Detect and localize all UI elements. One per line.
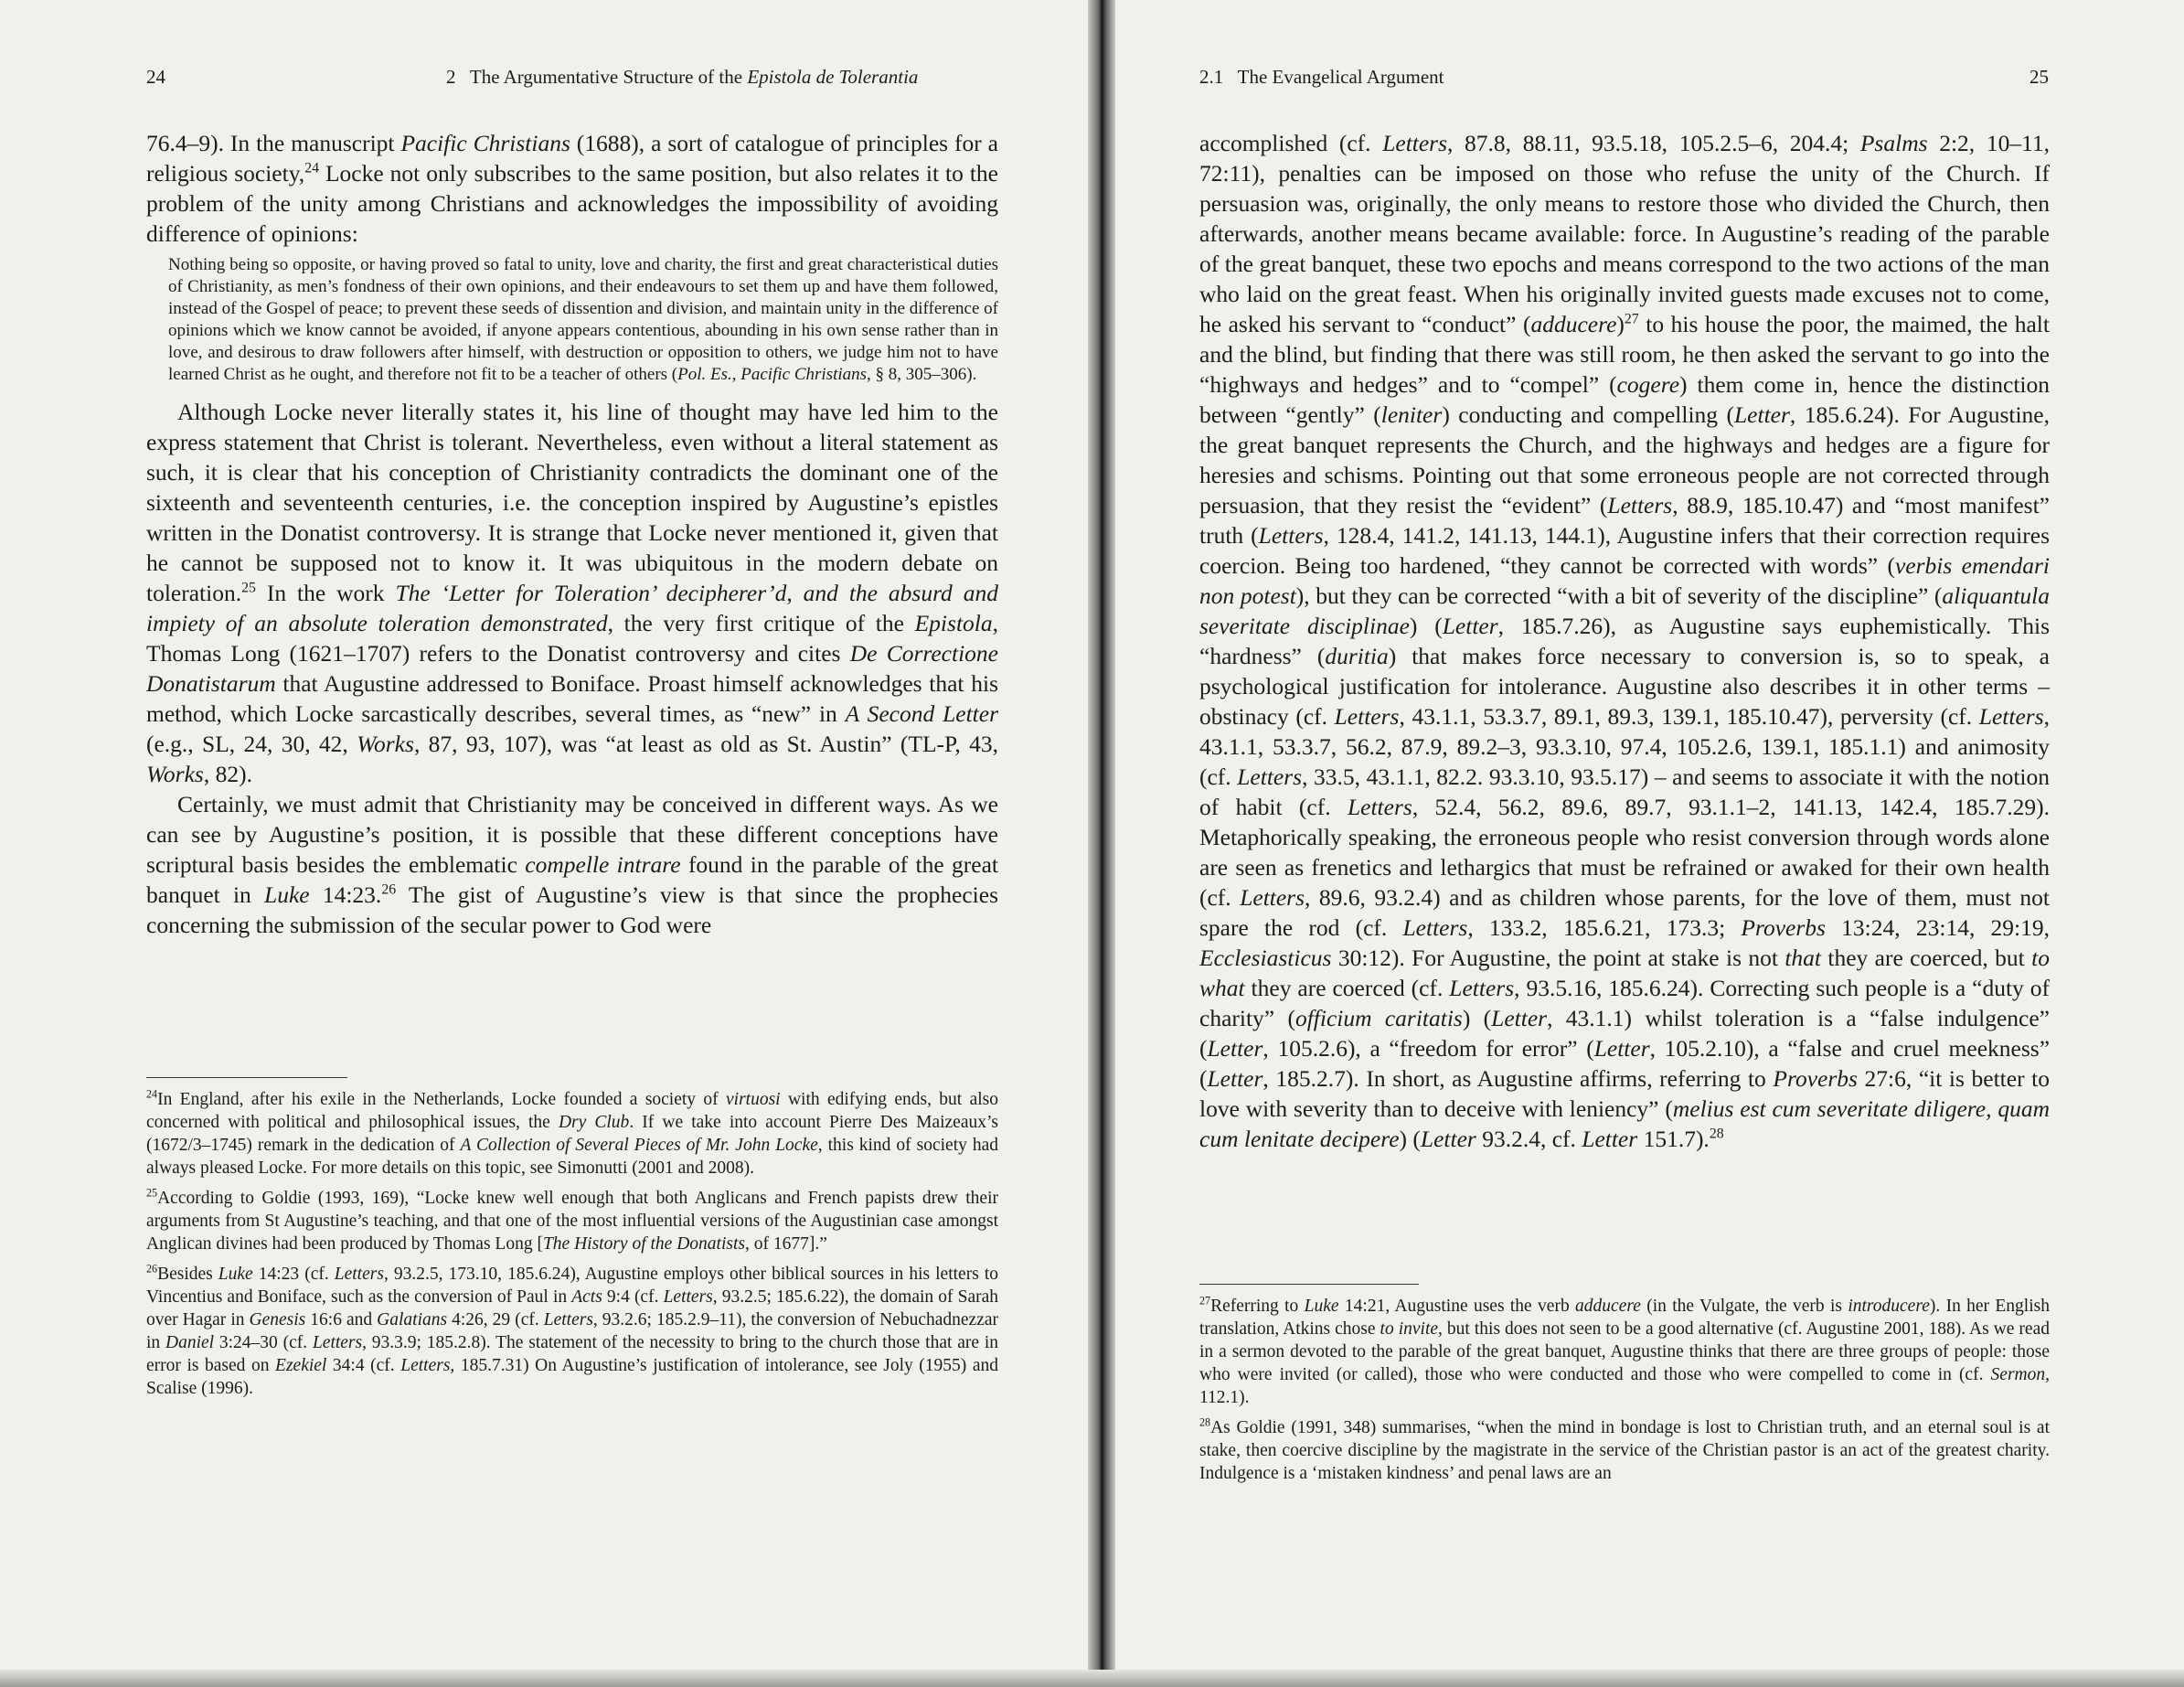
footnote-ref[interactable]: 25 xyxy=(241,580,256,596)
paragraph: accomplished (cf. Letters, 87.8, 88.11, 93.5.18, 105.2.5–6, 204.4; Psalms 2:2, 10–11, 72:11), penalties can be imposed on those who refuse the unity of the Church. If persuasion was, originally, the only means to restore those who divided the Church, then afterwards, another means became available: force. In Augustine’s reading of the parable of the great banquet, these two epochs and means correspond to the two actions of the man who laid on the great feast. When his originally invited guests made excuses not to come, he asked his servant to “conduct” (adducere)$^{27}$ to his house the poor, the maimed, the halt and the blind, but finding that there was still room, he then asked the servant to go into the “highways and hedges” and to “compel” (cogere) them come in, hence the distinction between “gently” (leniter) conducting and compelling (Letter, 185.6.24). For Augustine, the great banquet represents the Church, and the highways and hedges are a figure for heresies and schisms. Pointing out that some erroneous people are not corrected through persuasion, that they resist the “evident” (Letters, 88.9, 185.10.47) and “most manifest” truth (Letters, 128.4, 141.2, 141.13, 144.1), Augustine infers that their correction requires coercion. Being too hardened, “they cannot be corrected with words” (verbis emendari non potest), but they can be corrected “with a bit of severity of the discipline” (aliquantula severitate disciplinae) (Letter, 185.7.26), as Augustine says euphemistically. This “hardness” (duritia) that makes force necessary to conversion is, so to speak, a psychological justification for intolerance. Augustine also describes it in other terms – obstinacy (cf. Letters, 43.1.1, 53.3.7, 89.1, 89.3, 139.1, 185.10.47), perversity (cf. Letters, 43.1.1, 53.3.7, 56.2, 87.9, 89.2–3, 93.3.10, 97.4, 105.2.6, 139.1, 185.1.1) and animosity (cf. Letters, 33.5, 43.1.1, 82.2. 93.3.10, 93.5.17) – and seems to associate it with the notion of habit (cf. Letters, 52.4, 56.2, 89.6, 89.7, 93.1.1–2, 141.13, 142.4, 185.7.29). Metaphorically speaking, the erroneous people who resist conversion through words alone are seen as frenetics and lethargics that must be refrained or awaked for their own health (cf. Letters, 89.6, 93.2.4) and as children whose parents, for the love of them, must not spare the rod (cf. Letters, 133.2, 185.6.21, 173.3; Proverbs 13:24, 23:14, 29:19, Ecclesiasticus 30:12). For Augustine, the point at stake is not that they are coerced, but to what they are coerced (cf. Letters, 93.5.16, 185.6.24). Correcting such people is a “duty of charity” (officium caritatis) (Letter, 43.1.1) whilst toleration is a “false indulgence” (Letter, 105.2.6), a “freedom for error” (Letter, 105.2.10), a “false and cruel meekness” (Letter, 185.2.7). In short, as Augustine affirms, referring to Proverbs 27:6, “it is better to love with severity than to deceive with leniency” (melius est cum severitate diligere, quam cum lenitate decipere) (Letter 93.2.4, cf. Letter 151.7).$^{28}$ xyxy=(1199,130,2051,1152)
footnote: $^{27}$Referring to Luke 14:21, Augustine uses the verb adducere (in the Vulgate, the verb is introducere). In her English translation, Atkins chose to invite, but this does not seen to be a good alternative (cf. Augustine 2001, 188). As we read in a sermon devoted to the parable of the great banquet, Augustine thinks that there are three groups of people: those who were invited (or called), those who were conducted and those who were compelled to come in (cf. Sermon, 112.1). xyxy=(1199,1294,2050,1407)
footnote-ref[interactable]: 27 xyxy=(1624,311,1639,327)
footnotes xyxy=(1199,1295,2050,1492)
paragraph: Certainly, we must admit that Christianity may be conceived in different ways. As we can see by Augustine’s position, it is possible that these different conceptions have scriptural basis besides the emblematic compelle intrare found in the parable of the great banquet in Luke 14:23.26 The gist of Augustine’s view is that since the prophecies concerning the submission of the secular power to God were xyxy=(146,791,998,938)
page-number: 25 xyxy=(2030,66,2049,88)
footnote: $^{25}$According to Goldie (1993, 169), “Locke knew well enough that both Anglicans and French papists drew their arguments from St Augustine’s teaching, and that one of the most influential versions of the Augustinian case amongst Anglican divines had been produced by Thomas Long [The History of the Donatists, of 1677].” xyxy=(146,1186,998,1254)
page-bottom-edge xyxy=(0,1670,2184,1687)
paragraph: 76.4–9). In the manuscript Pacific Christians (1688), a sort of catalogue of principles for a religious society,$^{24}$ Locke not only subscribes to the same position, but also relates it to the problem of the unity among Christians and acknowledges the impossibility of avoiding difference of opinions: xyxy=(146,130,998,247)
footnote-ref[interactable]: 24 xyxy=(304,160,319,176)
chapter-number: 2 xyxy=(446,66,456,88)
footnote-rule xyxy=(146,1077,347,1078)
running-head xyxy=(446,66,918,89)
footnote-ref[interactable]: 26 xyxy=(381,881,397,898)
left-page xyxy=(0,0,1088,1687)
footnote: $^{28}$As Goldie (1991, 348) summarises, “when the mind in bondage is lost to Christian truth, and an eternal soul is at stake, then coercive discipline by the magistrate in the service of the Christian pastor is an act of the greatest charity. Indulgence is a ‘mistaken kindness’ and penal laws are an xyxy=(1199,1415,2050,1483)
block-quote: Nothing being so opposite, or having proved so fatal to unity, love and charity, the first and great characteristical duties of Christianity, as men’s fondness of their own opinions, and their endeavours to set them up and have them followed, instead of the Gospel of peace; to prevent these seeds of dissention and division, and maintain unity in the difference of opinions which we know cannot be avoided, if anyone appears contentious, abounding in his own sense rather than in love, and desirous to draw followers after himself, with destruction or opposition to others, we judge him not to have learned Christ as he ought, and therefore not fit to be a teacher of others (Pol. Es., Pacific Christians, § 8, 305–306). xyxy=(168,255,998,384)
page-number: 24 xyxy=(146,66,165,88)
chapter-title: The Argumentative Structure of the xyxy=(469,66,743,88)
running-head: 2.1 The Evangelical Argument xyxy=(1199,66,1444,88)
chapter-title-italic: Epistola de Tolerantia xyxy=(747,66,919,88)
book-gutter xyxy=(1088,0,1115,1687)
main-text xyxy=(1199,128,2050,1154)
footnotes xyxy=(146,1088,998,1407)
footnote-rule xyxy=(1199,1284,1419,1285)
main-text xyxy=(146,128,998,940)
paragraph: Although Locke never literally states it, his line of thought may have led him to the express statement that Christ is tolerant. Nevertheless, even without a literal statement as such, it is clear that his conception of Christianity contradicts the dominant one of the sixteenth and seventeenth centuries, i.e. the conception inspired by Augustine’s epistles written in the Donatist controversy. It is strange that Locke never mentioned it, given that he cannot be supposed not to know it. It was ubiquitous in the modern debate on toleration.$^{25}$ In the work The ‘Letter for Toleration’ decipherer’d, and the absurd and impiety of an absolute toleration demonstrated, the very first critique of the Epistola, Thomas Long (1621–1707) refers to the Donatist controversy and cites De Correctione Donatistarum that Augustine addressed to Boniface. Proast himself acknowledges that his method, which Locke sarcastically describes, several times, as “new” in A Second Letter (e.g., SL, 24, 30, 42, Works, 87, 93, 107), was “at least as old as St. Austin” (TL-P, 43, Works, 82). xyxy=(146,399,998,787)
footnote: $^{24}$In England, after his exile in the Netherlands, Locke founded a society of virtuosi with edifying ends, but also concerned with political and philosophical issues, the Dry Club. If we take into account Pierre Des Maizeaux’s (1672/3–1745) remark in the dedication of A Collection of Several Pieces of Mr. John Locke, this kind of society had always pleased Locke. For more details on this topic, see Simonutti (2001 and 2008). xyxy=(146,1087,999,1178)
right-page xyxy=(1115,0,2184,1687)
footnote: $^{26}$Besides Luke 14:23 (cf. Letters, 93.2.5, 173.10, 185.6.24), Augustine employs other biblical sources in his letters to Vincentius and Boniface, such as the conversion of Paul in Acts 9:4 (cf. Letters, 93.2.5; 185.6.22), the domain of Sarah over Hagar in Genesis 16:6 and Galatians 4:26, 29 (cf. Letters, 93.2.6; 185.2.9–11), the conversion of Nebuchadnezzar in Daniel 3:24–30 (cf. Letters, 93.3.9; 185.2.8). The statement of the necessity to bring to the church those that are in error is based on Ezekiel 34:4 (cf. Letters, 185.7.31) On Augustine’s justification of intolerance, see Joly (1955) and Scalise (1996). xyxy=(146,1262,998,1398)
footnote-ref[interactable]: 28 xyxy=(1709,1126,1724,1142)
